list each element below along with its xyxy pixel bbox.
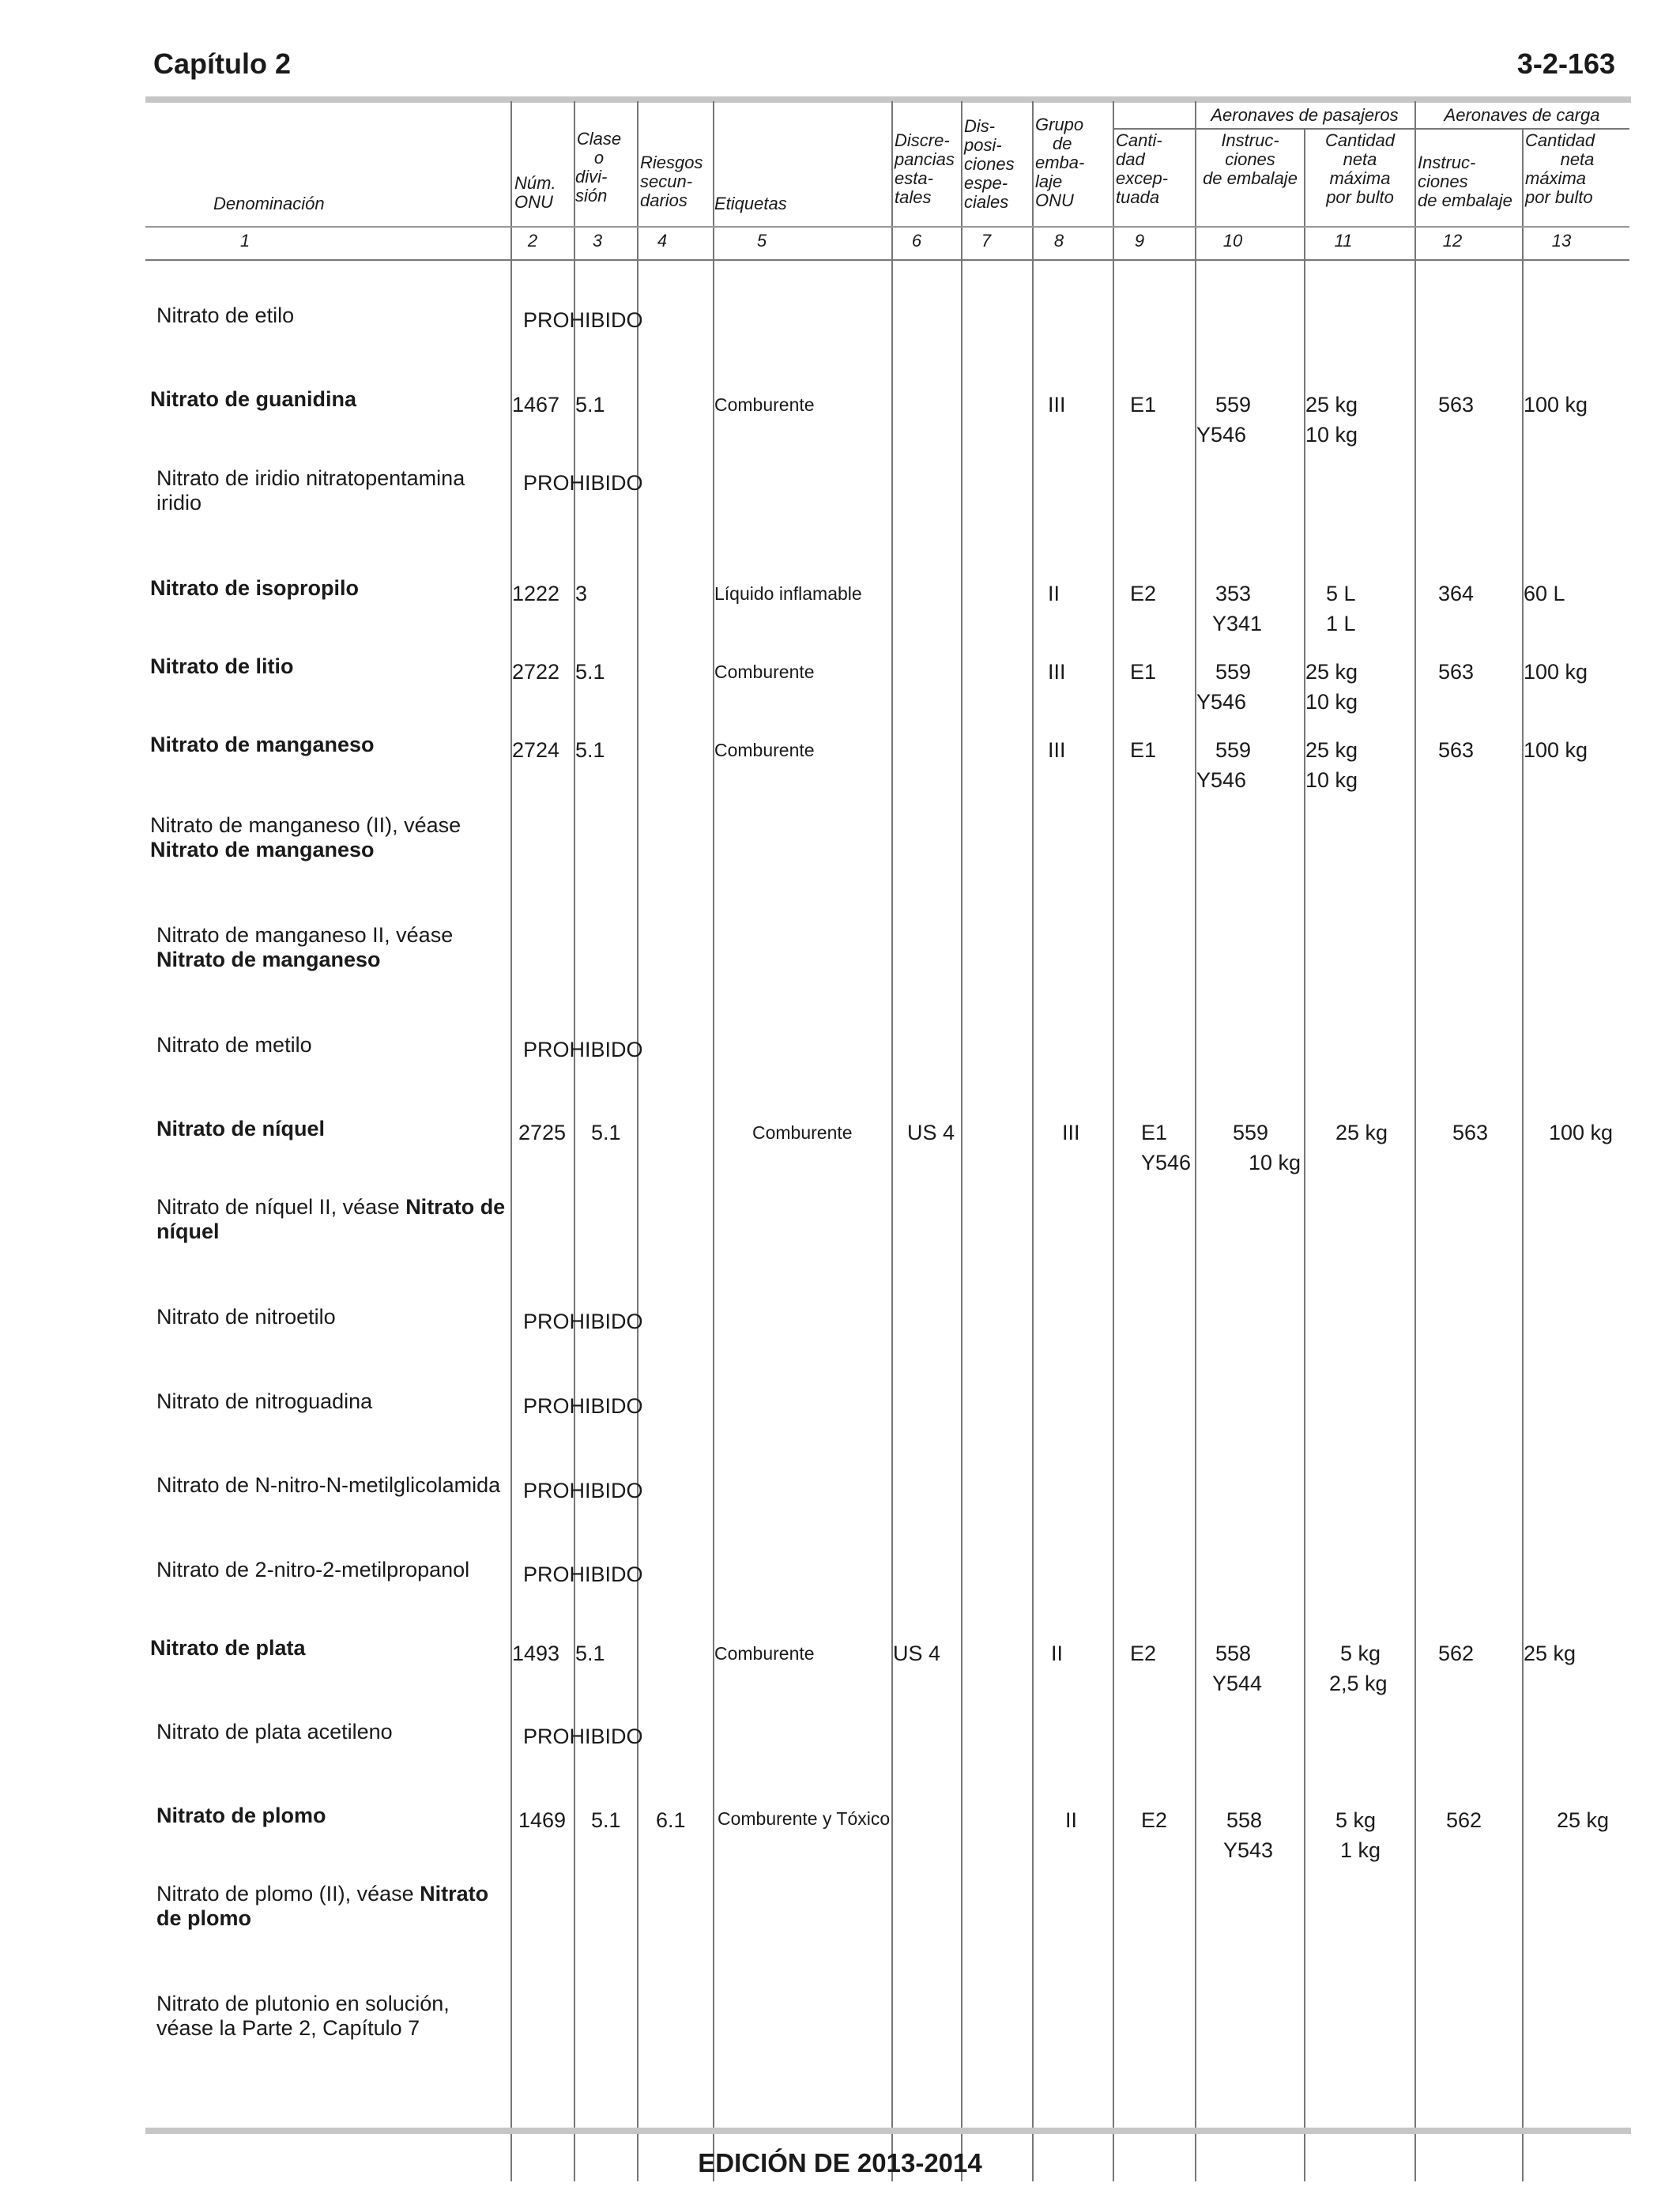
col-number: 9 [1134, 231, 1145, 251]
cant-carga: 25 kg [1557, 1808, 1610, 1832]
cant-pasajeros: 25 kg [1335, 1121, 1388, 1144]
cross-reference: Nitrato de manganeso [150, 838, 375, 861]
cant-pasajeros-y: 10 kg [1249, 1151, 1301, 1174]
cant-pasajeros: 25 kg [1305, 393, 1358, 417]
bottom-rule [145, 2128, 1631, 2134]
prohibido-label: PROHIBIDO [523, 1394, 643, 1418]
cant-pasajeros-y: 2,5 kg [1329, 1672, 1388, 1695]
col-divider [961, 101, 962, 2181]
group-pasajeros: Aeronaves de pasajeros [1211, 105, 1399, 125]
cant-pasajeros: 5 L [1326, 582, 1356, 605]
cant-carga: 60 L [1524, 582, 1565, 605]
instr-pasajeros-y: Y546 [1196, 768, 1247, 792]
grupo-embalaje: III [1062, 1121, 1080, 1144]
cant-pasajeros-y: 1 kg [1340, 1838, 1381, 1862]
instr-carga: 562 [1438, 1642, 1475, 1665]
col-disposiciones: Dis- posi- ciones espe- ciales [964, 116, 1015, 212]
grupo-embalaje: III [1048, 393, 1066, 417]
col-number: 5 [756, 231, 767, 251]
instr-carga: 563 [1438, 738, 1475, 762]
col-number: 6 [911, 231, 922, 251]
row-name: Nitrato de metilo [156, 1033, 312, 1057]
row-name: Nitrato de guanidina [150, 387, 357, 411]
discrepancias: US 4 [907, 1121, 955, 1144]
row-name: Nitrato de nitroguadina [156, 1389, 373, 1413]
col-divider [891, 101, 893, 2181]
row-name: Nitrato de plata acetileno [156, 1720, 393, 1744]
cross-reference: Nitrato de [405, 1195, 506, 1219]
col-riesgos: Riesgos secun- darios [640, 153, 703, 210]
instr-carga: 562 [1446, 1808, 1482, 1832]
prohibido-label: PROHIBIDO [523, 1563, 643, 1586]
instr-carga: 563 [1452, 1121, 1489, 1144]
col-divider [1032, 101, 1034, 2181]
cant-carga: 25 kg [1524, 1642, 1576, 1665]
cant-pasajeros-y: 1 L [1326, 612, 1356, 635]
etiquetas: Comburente [714, 740, 815, 760]
col-divider [1195, 101, 1196, 2181]
col-number: 2 [527, 231, 538, 251]
etiquetas: Líquido inflamable [714, 583, 862, 604]
col-etiquetas: Etiquetas [714, 194, 787, 213]
prohibido-label: PROHIBIDO [523, 1038, 643, 1061]
row-name: Nitrato de manganeso [150, 733, 375, 756]
col-number: 13 [1551, 231, 1572, 251]
etiquetas: Comburente y Tóxico [718, 1808, 891, 1829]
row-name: Nitrato de níquel II, véase Nitrato de níquel [156, 1195, 506, 1243]
col-number: 11 [1334, 231, 1353, 251]
instr-pasajeros: 559 [1215, 738, 1252, 762]
cantidad-exceptuada: E1 [1130, 660, 1157, 684]
grupo-embalaje: III [1048, 660, 1066, 684]
riesgos-secundarios: 6.1 [656, 1808, 686, 1832]
prohibido-label: PROHIBIDO [523, 1310, 643, 1333]
cant-carga: 100 kg [1524, 660, 1588, 684]
cantidad-exceptuada: E2 [1141, 1808, 1168, 1832]
row-name: Nitrato de N-nitro-N-metilglicolamida [156, 1473, 501, 1497]
group-carga: Aeronaves de carga [1444, 105, 1600, 125]
col-cant-carga: Cantidad neta máxima por bulto [1525, 130, 1595, 207]
etiquetas: Comburente [752, 1122, 853, 1143]
cant-pasajeros: 5 kg [1335, 1808, 1377, 1832]
num-onu: 1469 [518, 1808, 567, 1832]
clase: 5.1 [591, 1121, 621, 1144]
grupo-embalaje: III [1048, 738, 1066, 762]
top-rule [145, 96, 1631, 103]
row-name: Nitrato de isopropilo [150, 576, 360, 600]
etiquetas: Comburente [714, 662, 815, 682]
row-name: Nitrato de 2-nitro-2-metilpropanol [156, 1558, 470, 1581]
col-number: 3 [592, 231, 603, 251]
page-number: 3-2-163 [1516, 47, 1615, 80]
col-cant-pasajeros: Cantidad neta máxima por bulto [1324, 130, 1396, 207]
cantidad-exceptuada: E1 [1130, 393, 1157, 417]
num-onu: 1493 [512, 1642, 560, 1665]
row-name: Nitrato de iridio nitratopentamina iridio [156, 466, 465, 515]
discrepancias: US 4 [893, 1642, 941, 1665]
instr-pasajeros: 559 [1215, 393, 1252, 417]
cant-carga: 100 kg [1524, 738, 1588, 762]
cant-pasajeros: 25 kg [1305, 660, 1358, 684]
instr-pasajeros-y: Y341 [1212, 612, 1263, 635]
header-bottom-rule [145, 259, 1629, 261]
instr-pasajeros-y: Y546 [1196, 423, 1247, 447]
clase: 5.1 [591, 1808, 621, 1832]
num-onu: 2724 [512, 738, 560, 762]
chapter-title: Capítulo 2 [153, 47, 292, 80]
col-divider [637, 101, 638, 2181]
cant-pasajeros-y: 10 kg [1305, 690, 1358, 714]
col-number: 12 [1442, 231, 1463, 251]
instr-pasajeros: 558 [1226, 1808, 1263, 1832]
col-number: 4 [657, 231, 668, 251]
num-onu: 1222 [512, 582, 560, 605]
cant-pasajeros: 25 kg [1305, 738, 1358, 762]
row-name: Nitrato de etilo [156, 303, 295, 327]
cant-carga: 100 kg [1524, 393, 1588, 417]
cant-carga: 100 kg [1549, 1121, 1614, 1144]
grupo-embalaje: II [1048, 582, 1060, 605]
col-cantidad-exceptuada: Canti- dad excep- tuada [1116, 130, 1169, 207]
row-name: Nitrato de plutonio en solución, véase la Parte 2, Capítulo 7 [156, 1992, 450, 2040]
col-number: 10 [1222, 231, 1243, 251]
instr-carga: 364 [1438, 582, 1475, 605]
row-name: Nitrato de litio [150, 654, 294, 678]
instr-pasajeros: 558 [1215, 1642, 1252, 1665]
num-onu: 2722 [512, 660, 560, 684]
col-denominacion: Denominación [213, 194, 325, 213]
prohibido-label: PROHIBIDO [523, 471, 643, 495]
cantidad-exceptuada-y: Y546 [1141, 1151, 1192, 1174]
cantidad-exceptuada: E2 [1130, 582, 1157, 605]
grupo-embalaje: II [1051, 1642, 1064, 1665]
row-name: Nitrato de plomo [156, 1804, 326, 1827]
col-divider [1522, 128, 1524, 2181]
clase: 5.1 [575, 1642, 605, 1665]
clase: 5.1 [575, 738, 605, 762]
col-divider [1113, 101, 1114, 2181]
row-name: Nitrato de manganeso (II), véase Nitrato de manganeso [150, 813, 461, 861]
col-instr-carga: Instruc- ciones de embalaje [1418, 153, 1512, 210]
row-name: Nitrato de nitroetilo [156, 1305, 336, 1329]
cross-reference: Nitrato [420, 1882, 489, 1906]
num-onu: 1467 [512, 393, 560, 417]
instr-pasajeros-y: Y543 [1223, 1838, 1274, 1862]
row-name: Nitrato de manganeso II, véase Nitrato de manganeso [156, 923, 454, 971]
cantidad-exceptuada: E1 [1130, 738, 1157, 762]
etiquetas: Comburente [714, 1643, 815, 1664]
prohibido-label: PROHIBIDO [523, 308, 643, 332]
prohibido-label: PROHIBIDO [523, 1479, 643, 1502]
col-clase: Clase o divi- sión [575, 129, 622, 205]
col-divider [1414, 101, 1416, 2181]
cant-pasajeros-y: 10 kg [1305, 768, 1358, 792]
col-grupo: Grupo de emba- laje ONU [1035, 115, 1085, 210]
cantidad-exceptuada: E1 [1141, 1121, 1168, 1144]
instr-pasajeros-y: Y544 [1212, 1672, 1263, 1695]
instr-pasajeros-y: Y546 [1196, 690, 1247, 714]
clase: 5.1 [575, 393, 605, 417]
col-num-onu: Núm. ONU [514, 173, 556, 212]
instr-carga: 563 [1438, 393, 1475, 417]
grupo-embalaje: II [1065, 1808, 1078, 1832]
instr-pasajeros: 353 [1215, 582, 1252, 605]
cross-reference: Nitrato de manganeso [156, 948, 381, 971]
cant-pasajeros-y: 10 kg [1305, 423, 1358, 447]
col-number: 7 [981, 231, 992, 251]
etiquetas: Comburente [714, 394, 815, 415]
row-name: Nitrato de plomo (II), véase Nitrato de plomo [156, 1882, 489, 1930]
col-number: 1 [239, 231, 250, 251]
group-rule [1113, 128, 1629, 130]
clase: 3 [575, 582, 588, 605]
num-onu: 2725 [518, 1121, 567, 1144]
cantidad-exceptuada: E2 [1130, 1642, 1157, 1665]
col-instr-pasajeros: Instruc- ciones de embalaje [1203, 130, 1298, 188]
instr-pasajeros: 559 [1215, 660, 1252, 684]
col-number: 8 [1053, 231, 1064, 251]
col-discrepancias: Discre- pancias esta- tales [895, 130, 955, 207]
instr-carga: 563 [1438, 660, 1475, 684]
row-name: Nitrato de plata [150, 1636, 306, 1660]
prohibido-label: PROHIBIDO [523, 1725, 643, 1748]
clase: 5.1 [575, 660, 605, 684]
row-name: Nitrato de níquel [156, 1117, 326, 1140]
cant-pasajeros: 5 kg [1340, 1642, 1381, 1665]
edition-footer: EDICIÓN DE 2013-2014 [698, 2148, 982, 2177]
header-rule [145, 226, 1629, 228]
instr-pasajeros: 559 [1233, 1121, 1269, 1144]
